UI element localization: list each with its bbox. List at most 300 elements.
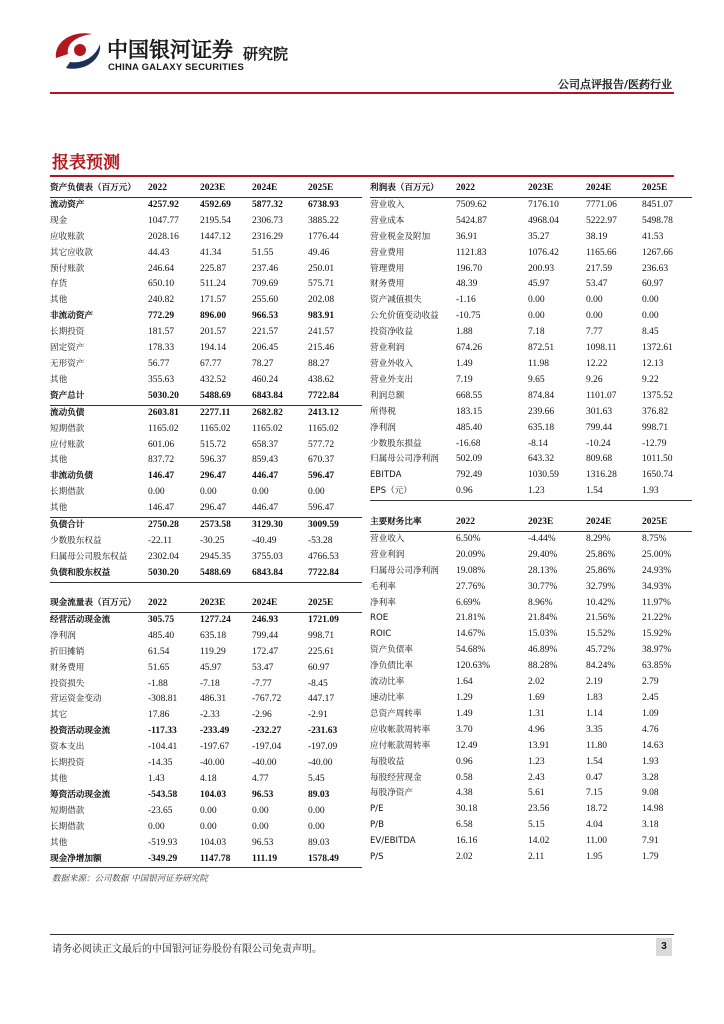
row-label: 长期借款 [50,487,85,498]
table-row [370,564,692,580]
value-cell: 104.03 [200,837,227,848]
table-title-cell: 利润表（百万元） [370,181,456,197]
value-cell: 1165.02 [308,423,339,434]
value-cell: 0.00 [252,487,269,498]
year-header-cell: 2023E [200,181,252,197]
row-label: 营业外收入 [370,358,413,369]
table-header-row [370,181,692,197]
value-cell: 998.71 [642,422,669,433]
value-cell: 11.80 [586,740,608,751]
value-cell: 1030.59 [528,470,559,481]
row-label: 短期借款 [50,805,85,816]
row-label: 速动比率 [370,692,405,703]
value-cell: 146.47 [148,501,200,517]
value-cell: 5488.69 [200,566,252,582]
value-cell: 658.37 [252,439,279,450]
table-header-row [370,515,692,531]
value-cell: 9.65 [528,374,545,385]
row-label: 营运资金变动 [50,694,102,705]
value-cell: 2.11 [528,852,545,863]
row-label: P/E [370,804,384,815]
value-cell: 12.22 [586,358,608,369]
table-row [50,293,362,309]
value-cell: 200.93 [528,263,555,274]
row-label: 其他 [50,455,68,466]
value-cell: 0.00 [148,821,165,832]
value-cell: 171.57 [200,295,227,306]
footer-disclaimer: 请务必阅读正文最后的中国银河证券股份有限公司免责声明。 [52,944,322,955]
value-cell: 5.45 [308,773,325,784]
table-row [50,852,362,868]
table-row [370,548,692,564]
value-cell: 15.52% [586,629,616,640]
table-row [50,692,362,708]
table-row [50,550,362,566]
value-cell: 246.93 [252,614,279,625]
table-row [50,485,362,501]
value-cell: 25.86% [586,565,616,576]
value-cell: 56.77 [148,358,170,369]
value-cell: 30.18 [456,804,478,815]
row-label: EBITDA [370,470,402,481]
value-cell: 596.47 [308,501,362,517]
value-cell: -40.49 [252,535,277,546]
value-cell: -14.35 [148,758,173,769]
value-cell: 1165.02 [252,423,283,434]
table-row [370,739,692,755]
row-label: 净负债比率 [370,661,413,672]
value-cell: 0.47 [586,772,603,783]
year-header-cell: 2024E [586,515,642,531]
value-cell: 1.93 [642,756,659,767]
row-label: 资产负债率 [370,645,413,656]
table-row [50,804,362,820]
value-cell: -40.00 [200,758,225,769]
value-cell: -767.72 [252,694,282,705]
row-label: 资产减值损失 [370,295,422,306]
row-label: 少数股东权益 [50,535,102,546]
value-cell: 4.76 [642,724,659,735]
logo-english-name: CHINA GALAXY SECURITIES [108,62,245,73]
value-cell: 1.64 [456,677,473,688]
value-cell: 88.27 [308,358,330,369]
value-cell: 24.93% [642,565,672,576]
value-cell: 84.24% [586,661,616,672]
row-label: 经营活动现金流 [50,614,111,625]
value-cell: 966.53 [252,311,279,322]
table-row [370,437,692,453]
value-cell: 53.47 [586,279,608,290]
value-cell: 38.19 [586,231,608,242]
value-cell: 6.58 [456,820,473,831]
value-cell: 7.91 [642,836,659,847]
value-cell: 0.58 [456,772,473,783]
value-cell: 577.72 [308,439,335,450]
row-label: 所得税 [370,406,396,417]
value-cell: 119.29 [200,646,226,657]
row-label: 预付账款 [50,263,85,274]
table-row [370,262,692,278]
year-header-cell: 2023E [528,515,586,531]
value-cell: -23.65 [148,805,173,816]
row-label: 长期借款 [50,821,85,832]
value-cell: 29.40% [528,549,558,560]
value-cell: 650.10 [148,279,175,290]
value-cell: 1047.77 [148,215,179,226]
value-cell: 2413.12 [308,407,339,418]
value-cell: 7.18 [528,327,545,338]
table-row [50,612,362,628]
row-label: 其他 [50,374,68,385]
value-cell: 0.00 [642,295,659,306]
value-cell: 1.49 [456,708,473,719]
row-label: 财务费用 [370,279,405,290]
value-cell: 201.57 [200,327,227,338]
value-cell: -7.77 [252,678,272,689]
row-label: 短期借款 [50,423,85,434]
value-cell: 0.00 [586,311,603,322]
value-cell: 0.00 [308,487,325,498]
value-cell: 239.66 [528,406,555,417]
value-cell: 8.45 [642,327,659,338]
table-row [50,566,362,582]
value-cell: 3885.22 [308,215,339,226]
value-cell: 3.35 [586,724,603,735]
income-statement-table [370,181,692,501]
value-cell: 2.19 [586,677,603,688]
value-cell: 2306.73 [252,215,283,226]
value-cell: 3.70 [456,724,473,735]
value-cell: 1.83 [586,692,603,703]
value-cell: 1776.44 [308,231,339,242]
value-cell: 67.77 [200,358,222,369]
value-cell: 7722.84 [308,566,362,582]
value-cell: -232.27 [252,726,282,737]
value-cell: -10.24 [586,438,611,449]
value-cell: 1098.11 [586,343,617,354]
value-cell: -4.44% [528,533,556,544]
footer-divider [50,934,674,935]
value-cell: 432.52 [200,374,227,385]
value-cell: 2750.28 [148,520,179,531]
value-cell: 194.14 [200,343,227,354]
table-row [370,771,692,787]
value-cell: 2302.04 [148,551,179,562]
value-cell: 21.56% [586,613,616,624]
table-row [50,438,362,454]
value-cell: 5.61 [528,788,545,799]
table-row [50,277,362,293]
table-row [370,230,692,246]
value-cell: 1.69 [528,692,545,703]
value-cell: 998.71 [308,630,335,641]
value-cell: 7771.06 [586,199,617,210]
value-cell: 296.47 [200,501,252,517]
year-header-cell: 2022 [456,181,528,197]
row-label: 净利润 [370,422,396,433]
row-label: 应收账款 [50,231,85,242]
value-cell: 3009.59 [308,520,339,531]
value-cell: 1165.02 [200,423,231,434]
value-cell: 0.00 [200,487,217,498]
row-label: 其它 [50,710,68,721]
value-cell: 11.97% [642,597,671,608]
table-row [370,452,692,468]
value-cell: 2945.35 [200,551,231,562]
value-cell: 460.24 [252,374,279,385]
value-cell: 53.47 [252,662,274,673]
value-cell: 89.03 [308,789,330,800]
value-cell: 1.43 [148,773,165,784]
value-cell: 146.47 [148,471,175,482]
table-row [370,309,692,325]
value-cell: 5424.87 [456,215,487,226]
value-cell: -22.11 [148,535,173,546]
value-cell: 5877.32 [252,199,283,210]
value-cell: 45.72% [586,645,616,656]
table-row [50,357,362,373]
table-row [50,501,362,517]
value-cell: 6843.84 [252,566,308,582]
value-cell: 1578.49 [308,852,362,868]
value-cell: 246.64 [148,263,175,274]
table-row [50,740,362,756]
table-row [50,197,362,213]
value-cell: 1277.24 [200,614,231,625]
value-cell: -12.79 [642,438,667,449]
year-header-cell: 2025E [308,596,362,612]
value-cell: 1.14 [586,708,603,719]
value-cell: -2.33 [200,710,220,721]
logo-subtitle: 研究院 [243,45,289,63]
row-label: 财务费用 [50,662,85,673]
value-cell: 7.15 [586,788,603,799]
value-cell: 237.46 [252,263,279,274]
value-cell: 35.27 [528,231,550,242]
value-cell: 14.98 [642,804,664,815]
value-cell: -30.25 [200,535,225,546]
value-cell: 20.09% [456,549,486,560]
value-cell: 13.91 [528,740,550,751]
value-cell: 376.82 [642,406,669,417]
value-cell: 0.96 [456,484,528,500]
table-row [370,341,692,357]
value-cell: 8.96% [528,597,553,608]
row-label: 利润总额 [370,390,405,401]
value-cell: 32.79% [586,581,616,592]
value-cell: -40.00 [308,758,333,769]
value-cell: -7.18 [200,678,220,689]
value-cell: 10.42% [586,597,616,608]
row-label: P/B [370,820,384,831]
value-cell: 255.60 [252,295,279,306]
data-source-note: 数据来源：公司数据 中国银河证券研究院 [52,874,208,884]
table-row [50,518,362,534]
value-cell: 1.95 [586,852,603,863]
value-cell: 1316.28 [586,470,617,481]
value-cell: 46.89% [528,645,558,656]
value-cell: 515.72 [200,439,227,450]
value-cell: 674.26 [456,343,483,354]
row-label: 负债合计 [50,520,85,531]
value-cell: 4.18 [200,773,217,784]
value-cell: 104.03 [200,789,227,800]
value-cell: 1.54 [586,484,642,500]
value-cell: 3.18 [642,820,659,831]
value-cell: 7509.62 [456,199,487,210]
value-cell: 17.86 [148,710,170,721]
row-label: 长期投资 [50,327,85,338]
value-cell: 78.27 [252,358,274,369]
table-row [50,756,362,772]
table-row [370,786,692,802]
row-label: 营业利润 [370,343,405,354]
row-label: 归属母公司股东权益 [50,551,128,562]
value-cell: 4.04 [586,820,603,831]
value-cell: 8.29% [586,533,611,544]
value-cell: 88.28% [528,661,558,672]
row-label: 固定资产 [50,343,85,354]
row-label: 投资损失 [50,678,85,689]
value-cell: 596.47 [308,471,335,482]
value-cell: 41.53 [642,231,664,242]
value-cell: -231.63 [308,726,338,737]
value-cell: -543.58 [148,789,178,800]
value-cell: -1.88 [148,678,168,689]
table-row [50,708,362,724]
header-divider [50,92,674,94]
value-cell: 1.29 [456,692,473,703]
value-cell: 2682.82 [252,407,283,418]
table-row [50,405,362,421]
value-cell: 3755.03 [252,551,283,562]
table-row [370,293,692,309]
table-row [50,214,362,230]
value-cell: 96.53 [252,789,274,800]
value-cell: 8.75% [642,533,667,544]
table-row [370,691,692,707]
value-cell: 0.00 [528,311,545,322]
value-cell: 635.18 [528,422,555,433]
value-cell: 225.61 [308,646,335,657]
value-cell: 502.09 [456,454,483,465]
year-header-cell: 2024E [586,181,642,197]
table-row [370,818,692,834]
value-cell: 859.43 [252,455,279,466]
table-row [50,772,362,788]
row-label: 其他 [50,837,68,848]
table-row [370,834,692,850]
row-label: 毛利率 [370,581,396,592]
table-row [50,820,362,836]
value-cell: 0.00 [586,295,603,306]
table-row [370,675,692,691]
row-label: 现金净增加额 [50,852,148,868]
value-cell: 3.28 [642,772,659,783]
value-cell: 837.72 [148,455,175,466]
value-cell: 63.85% [642,661,672,672]
value-cell: 709.69 [252,279,279,290]
value-cell: 0.00 [200,821,217,832]
value-cell: 15.03% [528,629,558,640]
value-cell: 5.15 [528,820,545,831]
value-cell: 49.46 [308,247,330,258]
value-cell: 60.97 [308,662,330,673]
table-row [50,373,362,389]
table-row [370,389,692,405]
value-cell: 2028.16 [148,231,179,242]
value-cell: 5030.20 [148,566,200,582]
section-divider [50,175,674,177]
value-cell: 0.00 [200,805,217,816]
galaxy-logo-icon [50,28,104,74]
value-cell: -8.45 [308,678,328,689]
table-row [50,325,362,341]
value-cell: 5030.20 [148,389,200,405]
table-row [50,788,362,804]
value-cell: 111.19 [252,852,308,868]
value-cell: 1165.66 [586,247,617,258]
row-label: 应收帐款周转率 [370,724,431,735]
value-cell: 1.49 [456,358,473,369]
value-cell: 6.50% [456,533,481,544]
value-cell: 5222.97 [586,215,617,226]
report-type: 公司点评报告/医药行业 [557,78,672,91]
table-row [50,262,362,278]
value-cell: 1.88 [456,327,473,338]
value-cell: 196.70 [456,263,483,274]
value-cell: 28.13% [528,565,558,576]
value-cell: 12.13 [642,358,664,369]
value-cell: 5498.78 [642,215,673,226]
value-cell: 296.47 [200,471,227,482]
value-cell: -519.93 [148,837,178,848]
value-cell: 181.57 [148,327,175,338]
value-cell: 670.37 [308,455,335,466]
row-label: 其他 [50,501,148,517]
value-cell: 4257.92 [148,199,179,210]
row-label: ROIC [370,629,392,640]
row-label: 非流动负债 [50,471,93,482]
value-cell: 485.40 [148,630,175,641]
value-cell: 1.54 [586,756,603,767]
value-cell: 4.38 [456,788,473,799]
row-label: EV/EBITDA [370,836,416,847]
row-label: 营业费用 [370,247,405,258]
row-label: 应付帐款周转率 [370,740,431,751]
value-cell: 2277.11 [200,407,231,418]
row-label: 净利率 [370,597,396,608]
value-cell: 1147.78 [200,852,252,868]
value-cell: 15.92% [642,629,672,640]
value-cell: 38.97% [642,645,672,656]
value-cell: 799.44 [252,630,279,641]
value-cell: 4968.04 [528,215,559,226]
value-cell: 601.06 [148,439,175,450]
value-cell: 1121.83 [456,247,487,258]
table-row [50,389,362,405]
value-cell: -10.75 [456,311,481,322]
row-label: 其他 [50,773,68,784]
table-row [370,643,692,659]
value-cell: 2316.29 [252,231,283,242]
row-label: 净利润 [50,630,76,641]
table-title-cell: 现金流量表（百万元） [50,596,148,612]
value-cell: 4766.53 [308,551,339,562]
row-label: 营业利润 [370,549,405,560]
value-cell: 874.84 [528,390,555,401]
value-cell: 21.84% [528,613,558,624]
